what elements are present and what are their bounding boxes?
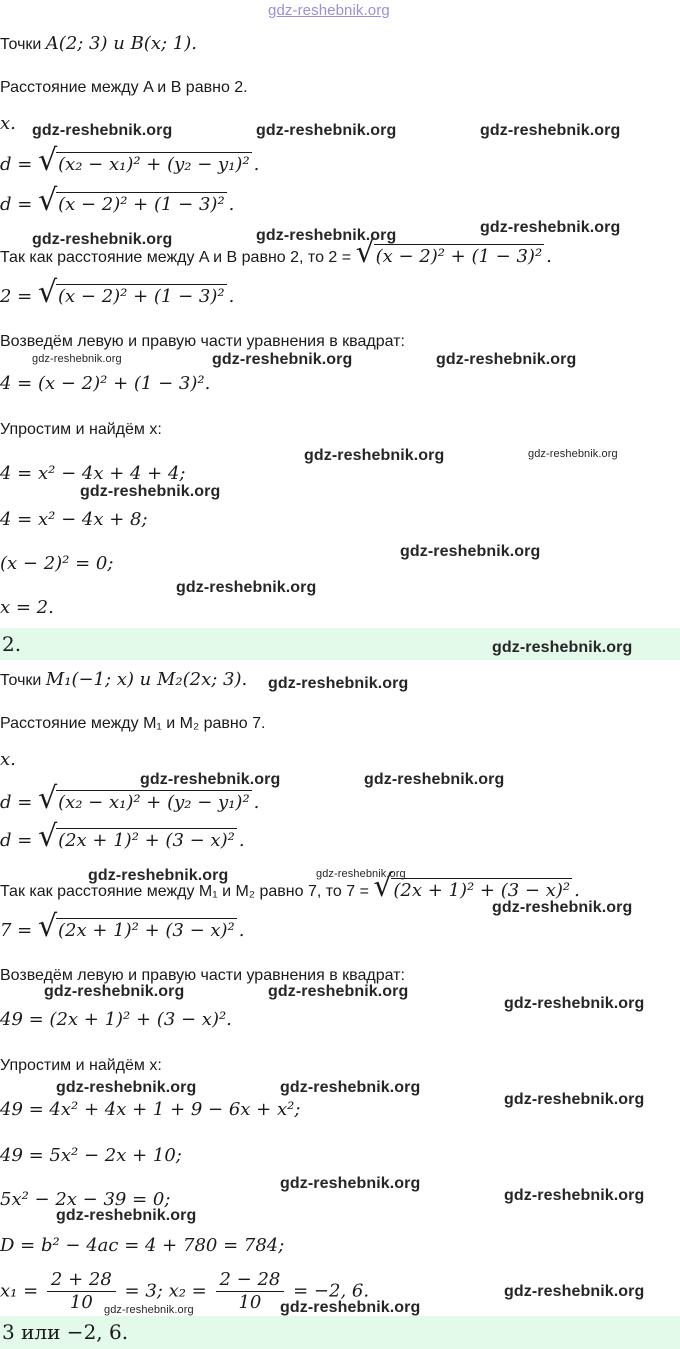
watermark: gdz-reshebnik.org <box>528 448 618 460</box>
p1-square-text: Возведём левую и правую части уравнения в квадрат: <box>0 333 405 350</box>
p2-distance-text: Расстояние между M₁ и M₂ равно 7. <box>0 715 266 732</box>
watermark: gdz-reshebnik.org <box>140 771 281 788</box>
p2-step4: D = b² − 4ac = 4 + 780 = 784; <box>0 1235 285 1256</box>
p1-eq-radicand: (x − 2)² + (1 − 3)² <box>58 286 225 307</box>
watermark: gdz-reshebnik.org <box>212 351 353 368</box>
watermark: gdz-reshebnik.org <box>436 351 577 368</box>
watermark: gdz-reshebnik.org <box>44 983 185 1000</box>
watermark: gdz-reshebnik.org <box>256 122 397 139</box>
p2-simplify-text: Упростим и найдём x: <box>0 1057 162 1074</box>
p1-step4: x = 2. <box>0 597 54 618</box>
p2-root2-denominator: 10 <box>238 1292 262 1313</box>
watermark: gdz-reshebnik.org <box>316 868 406 880</box>
p1-answer: 2. <box>2 632 22 656</box>
watermark: gdz-reshebnik.org <box>492 639 633 656</box>
watermark: gdz-reshebnik.org <box>56 1079 197 1096</box>
p2-root1-lhs: x₁ = <box>0 1280 39 1302</box>
p1-formula-sqrt <box>38 152 252 175</box>
p2-subst <box>0 828 245 851</box>
p1-distance-text: Расстояние между A и B равно 2. <box>0 79 248 96</box>
watermark: gdz-reshebnik.org <box>400 543 541 560</box>
p2-points-line <box>0 670 247 691</box>
p2-formula <box>0 790 259 813</box>
watermark: gdz-reshebnik.org <box>268 983 409 1000</box>
p2-subst-lhs: d = <box>0 830 33 851</box>
p1-eq <box>0 284 234 307</box>
watermark: gdz-reshebnik.org <box>280 1299 421 1316</box>
watermark: gdz-reshebnik.org <box>80 483 221 500</box>
p1-points-intro: Точки <box>0 36 42 53</box>
p2-since-end: . <box>574 880 580 901</box>
p1-subst-end: . <box>228 194 235 215</box>
watermark: gdz-reshebnik.org <box>268 675 409 692</box>
p1-squared-eq: 4 = (x − 2)² + (1 − 3)². <box>0 373 211 394</box>
watermark: gdz-reshebnik.org <box>280 1079 421 1096</box>
p2-root2-rhs: = −2, 6. <box>293 1280 370 1302</box>
p1-since-radicand: (x − 2)² + (1 − 3)² <box>375 246 543 267</box>
p2-since-radicand: (2x + 1)² + (3 − x)² <box>393 880 571 901</box>
p1-subst-lhs: d = <box>0 194 33 215</box>
watermark: gdz-reshebnik.org <box>176 579 317 596</box>
p2-square-text: Возведём левую и правую части уравнения в квадрат: <box>0 967 405 984</box>
watermark: gdz-reshebnik.org <box>32 353 122 365</box>
p2-eq-end: . <box>238 920 245 941</box>
watermark: gdz-reshebnik.org <box>492 899 633 916</box>
p2-answer-band <box>0 1316 680 1349</box>
p2-root1-numerator: 2 + 28 <box>47 1270 116 1292</box>
p2-step3: 5x² − 2x − 39 = 0; <box>0 1189 171 1210</box>
p1-since-text: Так как расстояние между A и B равно 2, то 2 = <box>0 249 352 266</box>
p1-step2: 4 = x² − 4x + 8; <box>0 509 148 530</box>
p1-formula-lhs: d = <box>0 154 33 175</box>
watermark: gdz-reshebnik.org <box>504 1187 645 1204</box>
p2-since-sqrt <box>373 878 572 901</box>
p2-points-math: M₁(−1; x) и M₂(2x; 3). <box>45 669 248 690</box>
p2-subst-sqrt <box>38 828 237 851</box>
watermark: gdz-reshebnik.org <box>56 1207 197 1224</box>
watermark: gdz-reshebnik.org <box>504 1091 645 1108</box>
p1-step3: (x − 2)² = 0; <box>0 553 114 574</box>
p1-step1: 4 = x² − 4x + 4 + 4; <box>0 463 186 484</box>
p2-root1-denominator: 10 <box>69 1292 93 1313</box>
p1-simplify-text: Упростим и найдём x: <box>0 421 162 438</box>
p2-root2-fraction <box>216 1270 285 1313</box>
p2-since-text: Так как расстояние между M₁ и M₂ равно 7, то 7 = <box>0 883 369 900</box>
p2-root2-numerator: 2 − 28 <box>216 1270 285 1292</box>
p1-eq-sqrt <box>38 284 227 307</box>
p2-subst-end: . <box>238 830 245 851</box>
p1-points-line <box>0 34 197 55</box>
p1-eq-lhs: 2 = <box>0 286 33 307</box>
p1-formula-end: . <box>253 154 260 175</box>
watermark: gdz-reshebnik.org <box>32 122 173 139</box>
p1-subst <box>0 192 234 215</box>
watermark: gdz-reshebnik.org <box>32 231 173 248</box>
p2-root2-lhs: x₂ = <box>168 1280 207 1302</box>
watermark: gdz-reshebnik.org <box>304 447 445 464</box>
p1-subst-radicand: (x − 2)² + (1 − 3)² <box>58 194 225 215</box>
p2-step1: 49 = 4x² + 4x + 1 + 9 − 6x + x²; <box>0 1099 301 1120</box>
p2-formula-lhs: d = <box>0 792 33 813</box>
watermark: gdz-reshebnik.org <box>480 219 621 236</box>
p1-since-sqrt <box>356 244 545 267</box>
p2-root1-rhs: = 3; <box>124 1280 163 1302</box>
p2-answer: 3 или −2, 6. <box>2 1320 129 1344</box>
p2-eq <box>0 918 245 941</box>
p2-points-intro: Точки <box>0 672 42 689</box>
watermark: gdz-reshebnik.org <box>364 771 505 788</box>
watermark: gdz-reshebnik.org <box>504 995 645 1012</box>
p2-eq-lhs: 7 = <box>0 920 33 941</box>
p1-eq-end: . <box>228 286 235 307</box>
p1-formula <box>0 152 259 175</box>
watermark: gdz-reshebnik.org <box>88 867 229 884</box>
p2-eq-radicand: (2x + 1)² + (3 − x)² <box>58 920 235 941</box>
p2-var-line: x. <box>0 749 16 770</box>
p1-var-line: x. <box>0 113 16 134</box>
p1-subst-sqrt <box>38 192 227 215</box>
p2-step2: 49 = 5x² − 2x + 10; <box>0 1145 182 1166</box>
site-header-link[interactable]: gdz-reshebnik.org <box>268 2 390 19</box>
p2-formula-sqrt <box>38 790 252 813</box>
watermark: gdz-reshebnik.org <box>504 1283 645 1300</box>
watermark: gdz-reshebnik.org <box>280 1175 421 1192</box>
p2-eq-sqrt <box>38 918 237 941</box>
p2-subst-radicand: (2x + 1)² + (3 − x)² <box>58 830 235 851</box>
p1-formula-radicand: (x₂ − x₁)² + (y₂ − y₁)² <box>58 154 250 175</box>
p2-formula-radicand: (x₂ − x₁)² + (y₂ − y₁)² <box>58 792 250 813</box>
watermark: gdz-reshebnik.org <box>480 122 621 139</box>
p2-squared-eq: 49 = (2x + 1)² + (3 − x)². <box>0 1009 232 1030</box>
p2-formula-end: . <box>253 792 260 813</box>
watermark: gdz-reshebnik.org <box>256 227 397 244</box>
watermark: gdz-reshebnik.org <box>104 1304 194 1316</box>
p1-since-end: . <box>546 246 552 267</box>
p1-points-math: A(2; 3) и B(x; 1). <box>45 33 197 54</box>
